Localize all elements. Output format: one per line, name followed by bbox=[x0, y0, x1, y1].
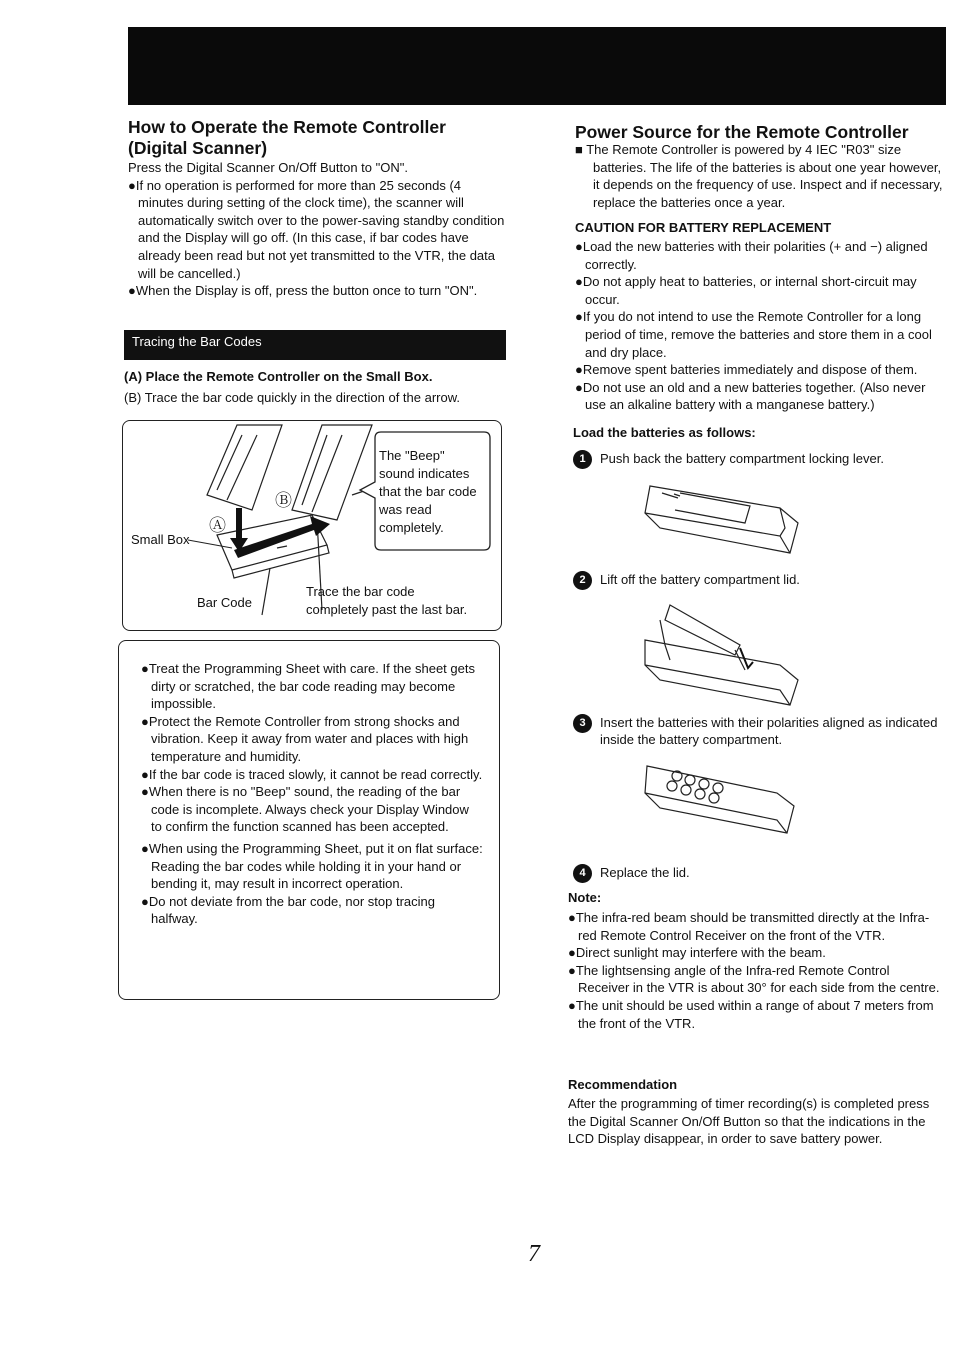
step-a: (A) Place the Remote Controller on the Small Box. bbox=[124, 369, 433, 384]
section-title-power-source: Power Source for the Remote Controller bbox=[575, 122, 909, 142]
battery-step-2: 2 Lift off the battery compartment lid. bbox=[573, 571, 943, 590]
step-number-icon: 1 bbox=[573, 450, 592, 469]
step-number-icon: 4 bbox=[573, 864, 592, 883]
battery-caution-item: ●Do not apply heat to batteries, or internal short-circuit may occur. bbox=[575, 274, 917, 307]
operation-intro: Press the Digital Scanner On/Off Button to "ON". bbox=[128, 160, 408, 175]
note-item: ●The infra-red beam should be transmitted directly at the Infra-red Remote Control Receiver on the front of the VTR. bbox=[568, 910, 930, 943]
caution-item: ●If the bar code is traced slowly, it cannot be read correctly. bbox=[141, 766, 483, 782]
battery-caution-item: ●Remove spent batteries immediately and dispose of them. bbox=[575, 362, 918, 378]
caution-item: ●When using the Programming Sheet, put it on flat surface: Reading the bar codes while holding it in your hand or bending it, may result in incorrect operation. bbox=[141, 840, 483, 892]
battery-step-3: 3 Insert the batteries with their polarities aligned as indicated inside the battery compartment. bbox=[573, 714, 943, 748]
operation-bullet: ●If no operation is performed for more than 25 seconds (4 minutes during setting of the clock time), the scanner will automatically switch over to the power-saving standby condition and the Display will go off. (In this case, if bar codes have already been read but not yet transmitted to the VTR, the data will be cancelled.) bbox=[128, 177, 505, 281]
step-number-icon: 2 bbox=[573, 571, 592, 590]
section-title-remote-operation: How to Operate the Remote Controller (Digital Scanner) bbox=[128, 117, 446, 158]
note-item: ●Direct sunlight may interfere with the beam. bbox=[568, 945, 826, 961]
beep-callout: The "Beep" sound indicates that the bar code was read completely. bbox=[379, 448, 477, 535]
caution-list bbox=[141, 660, 483, 928]
note-title: Note: bbox=[568, 890, 602, 905]
label-a-icon: Ⓐ bbox=[209, 516, 226, 535]
operation-text bbox=[128, 159, 508, 300]
label-small-box: Small Box bbox=[131, 532, 190, 547]
battery-step-1: 1 Push back the battery compartment locking lever. bbox=[573, 450, 943, 469]
remote-illustration-2 bbox=[640, 600, 805, 710]
power-intro: ■ The Remote Controller is powered by 4 IEC "R03" size batteries. The life of the batteries is about one year however, it depends on the frequency of use. Inspect and if necessary, replace the batteries once a year. bbox=[575, 142, 943, 210]
tracing-section-bar: Tracing the Bar Codes bbox=[124, 330, 506, 360]
recommendation-text: After the programming of timer recording(s) is completed press the Digital Scanner On/Off Button so that the indications in the LCD Display disappear, in order to save battery power. bbox=[568, 1096, 930, 1147]
battery-step-4: 4 Replace the lid. bbox=[573, 864, 943, 883]
step-b: (B) Trace the bar code quickly in the direction of the arrow. bbox=[124, 389, 461, 405]
label-bar-code: Bar Code bbox=[197, 595, 252, 610]
caution-item: ●Protect the Remote Controller from strong shocks and vibration. Keep it away from water and places with high temperature and humidity. bbox=[141, 713, 469, 764]
caution-battery-title: CAUTION FOR BATTERY REPLACEMENT bbox=[575, 220, 832, 235]
step-number-icon: 3 bbox=[573, 714, 592, 733]
recommendation-title: Recommendation bbox=[568, 1077, 678, 1092]
remote-illustration-3 bbox=[642, 758, 802, 838]
battery-caution-item: ●Load the new batteries with their polarities (+ and −) aligned correctly. bbox=[575, 239, 928, 272]
battery-caution-list bbox=[575, 238, 945, 414]
battery-caution-item: ●Do not use an old and a new batteries together. (Also never use an alkaline battery with a manganese battery.) bbox=[575, 379, 926, 413]
caution-item: ●When there is no "Beep" sound, the reading of the bar code is incomplete. Always check your Display Window to confirm the function scanned has been accepted. bbox=[141, 784, 469, 835]
operation-bullet: ●When the Display is off, press the button once to turn "ON". bbox=[128, 283, 478, 299]
page-number: 7 bbox=[528, 1241, 540, 1267]
note-item: ●The lightsensing angle of the Infra-red Remote Control Receiver in the VTR is about 30° for each side from the centre. bbox=[568, 962, 940, 996]
note-list bbox=[568, 909, 942, 1032]
caution-item: ●Do not deviate from the bar code, nor stop tracing halfway. bbox=[141, 893, 436, 927]
battery-caution-item: ●If you do not intend to use the Remote Controller for a long period of time, remove the batteries and store them in a cool and dry place. bbox=[575, 309, 932, 360]
label-trace: Trace the bar code completely past the last bar. bbox=[306, 584, 468, 617]
header-band bbox=[128, 27, 946, 105]
tracing-steps bbox=[124, 368, 514, 406]
caution-item: ●Treat the Programming Sheet with care. If the sheet gets dirty or scratched, the bar code reading may become impossible. bbox=[141, 661, 475, 712]
remote-illustration-1 bbox=[640, 478, 805, 558]
note-item: ●The unit should be used within a range of about 7 meters from the front of the VTR. bbox=[568, 997, 934, 1031]
load-batteries-title: Load the batteries as follows: bbox=[573, 425, 756, 440]
label-b-icon: Ⓑ bbox=[275, 491, 292, 510]
